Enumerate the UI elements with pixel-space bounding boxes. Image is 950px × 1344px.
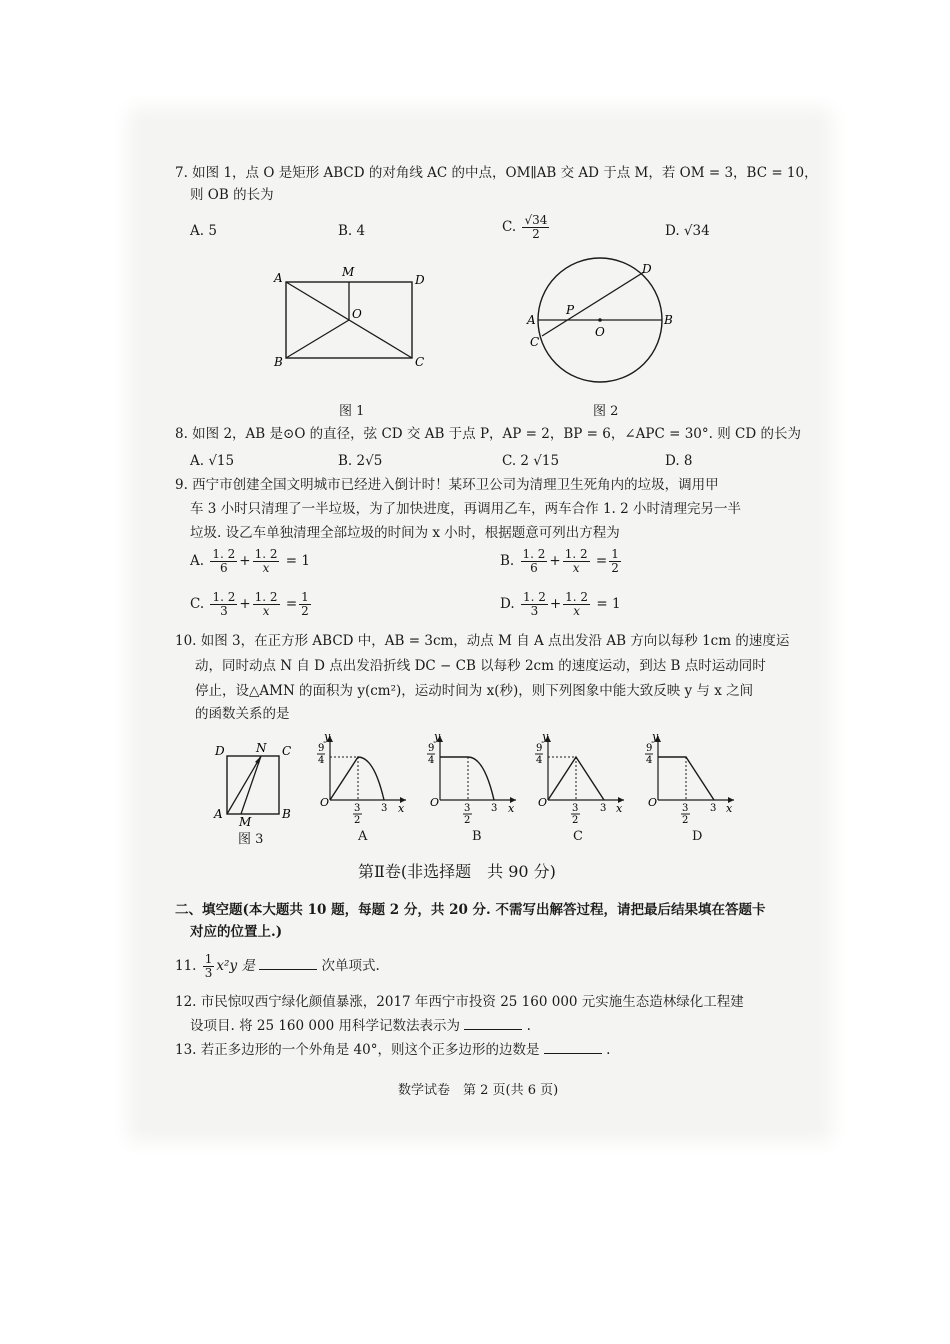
graph-d-x-label: x [726, 802, 733, 815]
graph-option-a [310, 730, 410, 830]
q7-option-c [502, 214, 551, 241]
fig2-label-c: C [530, 335, 540, 349]
graph-d-y-label: y [652, 730, 659, 743]
graph-option-c [528, 730, 628, 830]
q7-option-d: D. √34 [665, 223, 710, 239]
graph-d-caption: D [692, 829, 703, 844]
q12-line2 [190, 1015, 531, 1036]
graph-d-xtick-num: 3 [682, 803, 689, 814]
q10-line2: 动，同时动点 N 自 D 点出发沿折线 DC − CB 以每秒 2cm 的速度运动，到达 B 点时运动同时 [195, 658, 766, 674]
fig1-label-m: M [342, 265, 355, 279]
graph-b-ytick-num: 9 [428, 743, 435, 754]
q9-a-frac2-num: 1. 2 [254, 547, 278, 561]
q9-b-frac2 [563, 548, 590, 575]
q9-d-frac1 [521, 591, 548, 618]
q9-b-frac1 [521, 548, 548, 575]
q9-option-d: D. $\frac{1. 2}{3}$ + $\frac{1. 2}{x}$ = 1 [500, 590, 621, 618]
q10-line1: 10. 如图 3，在正方形 ABCD 中，AB = 3cm，动点 M 自 A 点出发沿 AB 方向以每秒 1cm 的速度运 [175, 633, 790, 649]
graph-c-caption: C [573, 829, 583, 844]
q7-line2: 则 OB 的长为 [190, 187, 274, 203]
graph-c-origin: O [538, 796, 548, 809]
graph-b-x3: 3 [491, 803, 498, 814]
graph-b-y-label: y [434, 730, 441, 743]
graph-b-xtick-den: 2 [464, 815, 471, 826]
fig2-label-a: A [527, 313, 536, 327]
section-2-heading-line2: 对应的位置上.) [190, 924, 283, 940]
fig3-label-m: M [239, 815, 252, 828]
q7-option-c-numerator: √34 [524, 213, 548, 227]
q12-answer-blank[interactable] [464, 1015, 522, 1030]
q9-option-b-label: B. [500, 553, 515, 569]
q8-option-d: D. 8 [665, 453, 693, 469]
q11-frac-den: 3 [204, 966, 213, 980]
graph-a-ytick-den: 4 [318, 755, 325, 766]
q11-frac-num: 1 [204, 952, 213, 966]
graph-b-xtick-num: 3 [464, 803, 471, 814]
fig1-label-c: C [415, 355, 425, 369]
q9-c-frac2-den: x [262, 604, 270, 618]
q9-option-c: C. $\frac{1. 2}{3}$ + $\frac{1. 2}{x}$ = $\frac{1}{2}$ [190, 590, 309, 618]
graph-c-ytick-den: 4 [536, 755, 543, 766]
section-2-heading-line1: 二、填空题(本大题共 10 题，每题 2 分，共 20 分. 不需写出解答过程，请把最后结果填在答题卡 [175, 902, 766, 918]
graph-b-ytick-den: 4 [428, 755, 435, 766]
q9-option-d-label: D. [500, 596, 515, 612]
q9-a-rhs: = 1 [285, 553, 310, 569]
figure-2-circle [522, 256, 682, 386]
graph-b-x-label: x [508, 802, 515, 815]
fig3-label-d: D [215, 744, 225, 758]
fig1-label-o: O [352, 307, 362, 321]
q9-c-frac1 [210, 591, 237, 618]
figure-2-caption: 图 2 [593, 404, 619, 419]
q7-option-b: B. 4 [338, 223, 366, 239]
q8-option-c: C. 2 √15 [502, 453, 560, 469]
q7-option-c-fraction [522, 214, 549, 241]
graph-c-xtick-num: 3 [572, 803, 579, 814]
q7-option-a: A. 5 [190, 223, 217, 239]
q9-d-frac1-num: 1. 2 [522, 590, 546, 604]
graph-c-x-label: x [616, 802, 623, 815]
q9-a-frac2-den: x [262, 561, 270, 575]
q9-b-frac2-num: 1. 2 [564, 547, 588, 561]
q9-c-rhs-den: 2 [301, 604, 309, 618]
fig2-label-d: D [642, 262, 652, 276]
q9-d-frac1-den: 3 [530, 604, 539, 618]
fig2-label-p: P [566, 303, 575, 317]
q9-a-frac2 [253, 548, 280, 575]
graph-d-ytick-den: 4 [646, 755, 653, 766]
graph-option-d [638, 730, 738, 830]
fig2-label-o: O [595, 325, 605, 339]
q13-answer-blank[interactable] [544, 1039, 602, 1054]
figure-3-caption: 图 3 [238, 832, 264, 847]
q9-c-frac2 [253, 591, 280, 618]
q9-line3: 垃圾. 设乙车单独清理全部垃圾的时间为 x 小时，根据题意可列出方程为 [190, 525, 620, 541]
q11-prefix: 11. [175, 958, 197, 974]
q8-option-a: A. √15 [190, 453, 235, 469]
graph-a-ytick-num: 9 [318, 743, 325, 754]
q13-text: 13. 若正多边形的一个外角是 40°，则这个正多边形的边数是 [175, 1042, 540, 1058]
fig1-label-d: D [415, 273, 425, 287]
graph-b-caption: B [472, 829, 482, 844]
section-2-title: 第Ⅱ卷(非选择题 共 90 分) [358, 862, 556, 881]
graph-c-y-label: y [542, 730, 549, 743]
q12-line1: 12. 市民惊叹西宁绿化颜值暴涨，2017 年西宁市投资 25 160 000 元实施生态造林绿化工程建 [175, 994, 744, 1010]
fig1-label-b: B [274, 355, 283, 369]
q11-expression: x²y 是 [216, 958, 255, 974]
figure-1-rectangle [268, 262, 438, 372]
q11 [175, 950, 380, 982]
q9-c-frac1-den: 3 [220, 604, 228, 618]
graph-a-origin: O [320, 796, 330, 809]
q9-c-frac2-num: 1. 2 [254, 590, 278, 604]
graph-a-xtick-num: 3 [354, 803, 361, 814]
q9-option-c-label: C. [190, 596, 205, 612]
graph-c-xtick-den: 2 [572, 815, 579, 826]
graph-a-caption: A [358, 829, 368, 844]
q9-a-frac1-den: 6 [219, 561, 228, 575]
q11-suffix: 次单项式. [321, 958, 380, 974]
q7-option-c-prefix: C. [502, 219, 517, 235]
page-footer: 数学试卷 第 2 页(共 6 页) [398, 1083, 559, 1098]
q7-option-c-denominator: 2 [532, 227, 540, 241]
graph-d-xtick-den: 2 [682, 815, 689, 826]
graph-d-ytick-num: 9 [646, 743, 653, 754]
q11-fraction [203, 953, 215, 980]
graph-c-x3: 3 [600, 803, 607, 814]
q12-line2-text: 设项目. 将 25 160 000 用科学记数法表示为 [190, 1018, 460, 1034]
graph-option-b [420, 730, 520, 830]
q9-a-frac1-num: 1. 2 [212, 547, 236, 561]
q12-end: . [526, 1018, 531, 1034]
q9-option-a: A. $\frac{1. 2}{6}$ + $\frac{1. 2}{x}$ = 1 [190, 547, 310, 575]
q9-b-rhs-frac [609, 548, 621, 575]
q9-d-frac2 [563, 591, 590, 618]
q13 [175, 1039, 610, 1060]
graph-a-x3: 3 [381, 803, 388, 814]
q8-line1: 8. 如图 2，AB 是⊙O 的直径，弦 CD 交 AB 于点 P，AP = 2，BP = 6，∠APC = 30°. 则 CD 的长为 [175, 426, 801, 442]
fig1-label-a: A [274, 271, 283, 285]
fig3-label-c: C [282, 744, 292, 758]
q7-line1: 7. 如图 1，点 O 是矩形 ABCD 的对角线 AC 的中点，OM∥AB 交 AD 于点 M，若 OM = 3，BC = 10， [175, 165, 818, 181]
q13-end: . [606, 1042, 611, 1058]
graph-a-xtick-den: 2 [354, 815, 361, 826]
graph-d-origin: O [648, 796, 658, 809]
graph-a-y-label: y [324, 730, 331, 743]
figure-1-caption: 图 1 [339, 404, 365, 419]
q8-option-b: B. 2√5 [338, 453, 383, 469]
fig3-label-n: N [256, 741, 267, 755]
q9-b-rhs-den: 2 [611, 561, 619, 575]
q9-c-frac1-num: 1. 2 [212, 590, 236, 604]
q9-option-a-label: A. [190, 553, 205, 569]
q9-b-rhs-num: 1 [611, 547, 619, 561]
graph-d-x3: 3 [710, 803, 717, 814]
q11-answer-blank[interactable] [259, 955, 317, 970]
fig3-label-b: B [282, 807, 291, 821]
q9-b-frac1-den: 6 [530, 561, 538, 575]
figure-3-square [210, 738, 300, 828]
graph-c-ytick-num: 9 [536, 743, 543, 754]
q10-line3: 停止，设△AMN 的面积为 y(cm²)，运动时间为 x(秒)，则下列图象中能大致反映 y 与 x 之间 [195, 683, 754, 699]
q9-option-b: B. $\frac{1. 2}{6}$ + $\frac{1. 2}{x}$ = $\frac{1}{2}$ [500, 547, 619, 575]
q9-d-frac2-den: x [573, 604, 580, 618]
q9-d-frac2-num: 1. 2 [565, 590, 589, 604]
q9-b-frac1-num: 1. 2 [522, 547, 546, 561]
graph-a-x-label: x [398, 802, 405, 815]
graph-b-origin: O [430, 796, 440, 809]
q9-c-rhs-num: 1 [301, 590, 309, 604]
fig3-label-a: A [214, 807, 223, 821]
q9-d-rhs: = 1 [596, 596, 621, 612]
q9-a-frac1 [210, 548, 237, 575]
q9-line2: 车 3 小时只清理了一半垃圾，为了加快进度，再调用乙车，两车合作 1. 2 小时清理完另一半 [190, 501, 742, 517]
q10-line4: 的函数关系的是 [195, 706, 290, 722]
q9-b-frac2-den: x [572, 561, 580, 575]
fig2-label-b: B [664, 313, 673, 327]
q9-line1: 9. 西宁市创建全国文明城市已经进入倒计时！某环卫公司为清理卫生死角内的垃圾，调用甲 [175, 477, 719, 493]
q9-c-rhs-frac [299, 591, 311, 618]
